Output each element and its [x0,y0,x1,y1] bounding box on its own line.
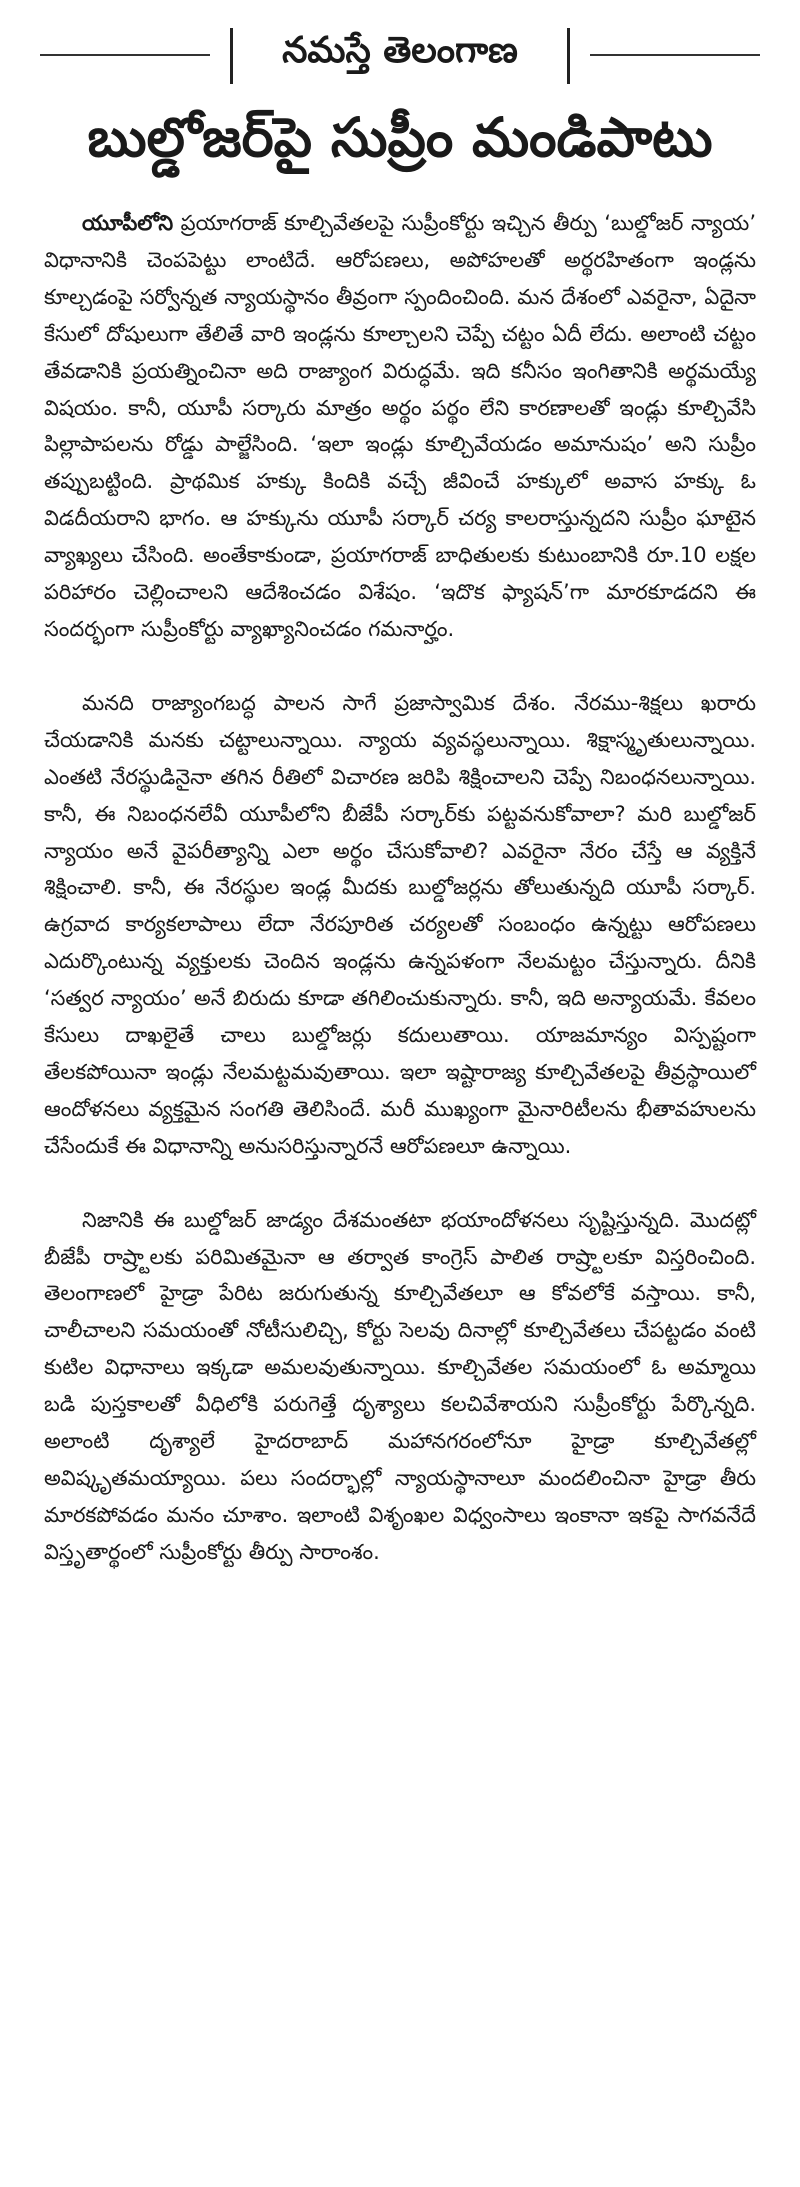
paragraph-2: మనది రాజ్యాంగబద్ధ పాలన సాగే ప్రజాస్వామిక దేశం. నేరము-శిక్షలు ఖరారు చేయడానికి మనకు చట్టాలున్నాయి. న్యాయ వ్యవస్థలున్నాయి. శిక్షాస్మృతులున్నాయి. ఎంతటి నేరస్థుడినైనా తగిన రీతిలో విచారణ జరిపి శిక్షించాలని చెప్పే నిబంధనలున్నాయి. కానీ, ఈ నిబంధనలేవీ యూపీలోని బీజేపీ సర్కార్‌కు పట్టవనుకోవాలా? మరి బుల్డోజర్ న్యాయం అనే వైపరీత్యాన్ని ఎలా అర్థం చేసుకోవాలి? ఎవరైనా నేరం చేస్తే ఆ వ్యక్తినే శిక్షించాలి. కానీ, ఈ నేరస్థుల ఇండ్ల మీదకు బుల్డోజర్లను తోలుతున్నది యూపీ సర్కార్. ఉగ్రవాద కార్యకలాపాలు లేదా నేరపూరిత చర్యలతో సంబంధం ఉన్నట్టు ఆరోపణలు ఎదుర్కొంటున్న వ్యక్తులకు చెందిన ఇండ్లను ఉన్నపళంగా నేలమట్టం చేస్తున్నారు. దీనికి ‘సత్వర న్యాయం’ అనే బిరుదు కూడా తగిలించుకున్నారు. కానీ, ఇది అన్యాయమే. కేవలం కేసులు దాఖలైతే చాలు బుల్డోజర్లు కదులుతాయి. యాజమాన్యం విస్పష్టంగా తేలకపోయినా ఇండ్లు నేలమట్టమవుతాయి. ఇలా ఇష్టారాజ్య కూల్చివేతలపై తీవ్రస్థాయిలో ఆందోళనలు వ్యక్తమైన సంగతి తెలిసిందే. మరీ ముఖ్యంగా మైనారిటీలను భీతావహులను చేసేందుకే ఈ విధానాన్ని అనుసరిస్తున్నారనే ఆరోపణలూ ఉన్నాయి. [44,690,756,1158]
lead-word: యూపీలోని [82,211,174,235]
masthead-bar-right [567,28,570,84]
masthead-bar-left [230,28,233,84]
paragraph-1-text: ప్రయాగరాజ్ కూల్చివేతలపై సుప్రీంకోర్టు ఇచ్చిన తీర్పు ‘బుల్డోజర్ న్యాయ’ విధానానికి చెంపపెట్టు లాంటిదే. ఆరోపణలు, అపోహలతో అర్థరహితంగా ఇండ్లను కూల్చడంపై సర్వోన్నత న్యాయస్థానం తీవ్రంగా స్పందించింది. మన దేశంలో ఎవరైనా, ఏదైనా కేసులో దోషులుగా తేలితే వారి ఇండ్లను కూల్చాలని చెప్పే చట్టం ఏదీ లేదు. అలాంటి చట్టం తేవడానికి ప్రయత్నించినా అది రాజ్యాంగ విరుద్ధమే. ఇది కనీసం ఇంగితానికి అర్థమయ్యే విషయం. కానీ, యూపీ సర్కారు మాత్రం అర్థం పర్థం లేని కారణాలతో ఇండ్లు కూల్చివేసి పిల్లాపాపలను రోడ్డు పాల్జేసింది. ‘ఇలా ఇండ్లు కూల్చివేయడం అమానుషం’ అని సుప్రీం తప్పుబట్టింది. ప్రాథమిక హక్కు కిందికి వచ్చే జీవించే హక్కులో అవాస హక్కు ఓ విడదీయరాని భాగం. ఆ హక్కును యూపీ సర్కార్ చర్య కాలరాస్తున్నదని సుప్రీం ఘాటైన వ్యాఖ్యలు చేసింది. అంతేకాకుండా, ప్రయాగరాజ్ బాధితులకు కుటుంబానికి రూ.10 లక్షల పరిహారం చెల్లించాలని ఆదేశించడం విశేషం. ‘ఇదొక ఫ్యాషన్’గా మారకూడదని ఈ సందర్భంగా సుప్రీంకోర్టు వ్యాఖ్యానించడం గమనార్హం. [44,211,756,641]
article-body [44,205,756,1608]
newspaper-name: నమస్తే తెలంగాణ [282,30,518,71]
masthead [40,18,760,88]
masthead-rule-left [40,54,210,56]
paragraph-3: నిజానికి ఈ బుల్డోజర్ జాడ్యం దేశమంతటా భయాందోళనలు సృష్టిస్తున్నది. మొదట్లో బీజేపీ రాష్ర్టాలకు పరిమితమైనా ఆ తర్వాత కాంగ్రెస్ పాలిత రాష్ర్టాలకూ విస్తరించింది. తెలంగాణలో హైడ్రా పేరిట జరుగుతున్న కూల్చివేతలూ ఆ కోవలోకే వస్తాయి. కానీ, చాలీచాలని సమయంతో నోటీసులిచ్చి, కోర్టు సెలవు దినాల్లో కూల్చివేతలు చేపట్టడం వంటి కుటిల విధానాలు ఇక్కడా అమలవుతున్నాయి. కూల్చివేతల సమయంలో ఓ అమ్మాయి బడి పుస్తకాలతో వీధిలోకి పరుగెత్తే దృశ్యాలు కలచివేశాయని సుప్రీంకోర్టు పేర్కొన్నది. అలాంటి దృశ్యాలే హైదరాబాద్ మహానగరంలోనూ హైడ్రా కూల్చివేతల్లో అవిష్కృతమయ్యాయి. పలు సందర్భాల్లో న్యాయస్థానాలూ మందలించినా హైడ్రా తీరు మారకపోవడం మనం చూశాం. ఇలాంటి విశృంఖల విధ్వంసాలు ఇంకానా ఇకపై సాగవనేదే విస్తృతార్థంలో సుప్రీంకోర్టు తీర్పు సారాంశం. [44,1207,756,1564]
paragraph-1 [44,205,756,648]
headline: బుల్డోజర్‌పై సుప్రీం మండిపాటు [87,106,713,169]
masthead-rule-right [590,54,760,56]
